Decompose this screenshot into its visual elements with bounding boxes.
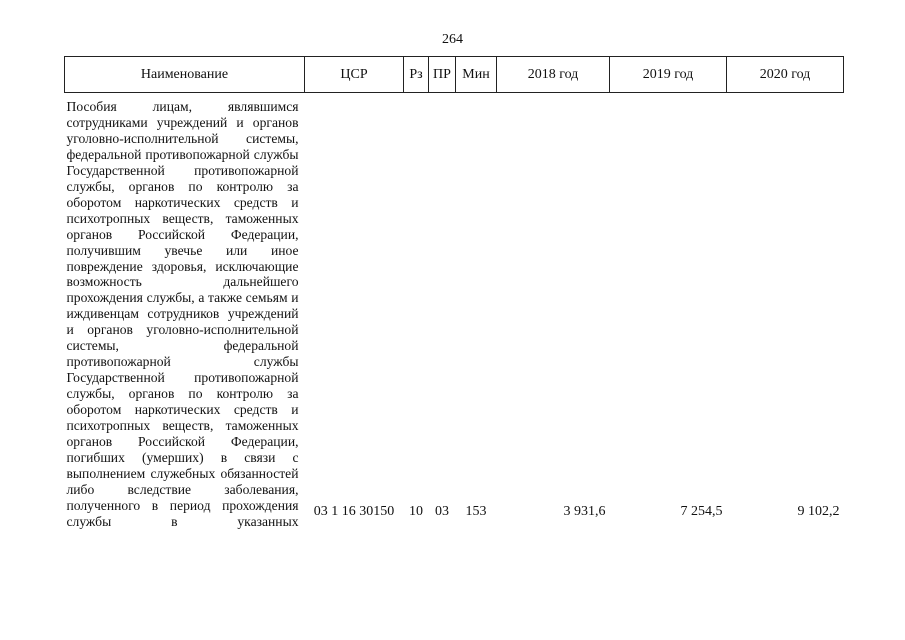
row-min-cell: 153: [465, 503, 487, 519]
header-rz: Рз: [404, 57, 429, 93]
row-pr-cell: 03: [435, 503, 449, 519]
header-name: Наименование: [65, 57, 305, 93]
row-2020-cell: 9 102,2: [797, 503, 840, 519]
row-2019-cell: 7 254,5: [680, 503, 723, 519]
budget-table: [64, 56, 844, 530]
row-rz-cell: 10: [409, 503, 423, 519]
table-row: [65, 93, 844, 530]
header-pr: ПР: [429, 57, 456, 93]
header-csr: ЦСР: [305, 57, 404, 93]
header-2018: 2018 год: [497, 57, 610, 93]
row-name-cell: Пособия лицам, являвшимся сотрудниками учреждений и органов уголовно-исполнительной системы, федеральной противопожарной службы Государственной противопожарной службы, органов по контролю за оборотом наркотических средств и психотропных веществ, таможенных органов Российской Федерации, получившим увечье или иное повреждение здоровья, исключающие возможность дальнейшего прохождения службы, а также семьям и иждивенцам сотрудников учреждений и органов уголовно-исполнительной системы, федеральной противопожарной службы Государственной противопожарной службы, органов по контролю за оборотом наркотических средств и психотропных веществ, таможенных органов Российской Федерации, погибших (умерших) в связи с выполнением служебных обязанностей либо вследствие заболевания, полученного в период прохождения службы в указанных: [66, 99, 299, 529]
row-2018-cell: 3 931,6: [563, 503, 606, 519]
table-header-row: [65, 57, 844, 93]
header-2019: 2019 год: [610, 57, 727, 93]
header-2020: 2020 год: [727, 57, 844, 93]
row-csr-cell: 03 1 16 30150: [313, 503, 395, 519]
header-min: Мин: [456, 57, 497, 93]
page-number: 264: [442, 32, 463, 47]
